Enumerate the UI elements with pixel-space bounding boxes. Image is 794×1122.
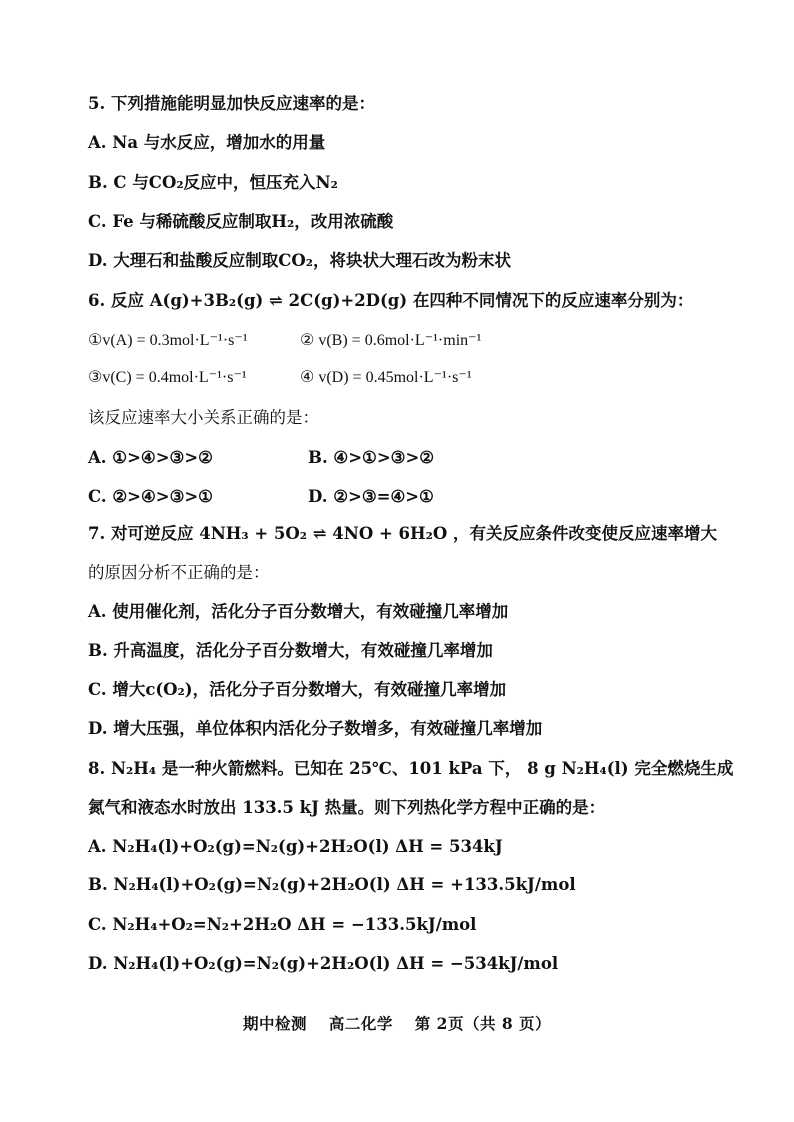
q8-stem: 8. N₂H₄ 是一种火箭燃料。已知在 25℃、101 kPa 下， 8 g N₂H₄(l) 完全燃烧生成	[88, 759, 734, 778]
q5-option-a: A. Na 与水反应，增加水的用量	[88, 133, 326, 152]
q5-stem: 5. 下列措施能明显加快反应速率的是：	[88, 94, 375, 113]
q7-option-a: A. 使用催化剂，活化分子百分数增大，有效碰撞几率增加	[88, 602, 509, 621]
q6-rate-1: ①v(A) = 0.3mol·L⁻¹·s⁻¹	[88, 332, 248, 349]
q6-option-a: A. ①>④>③>②	[88, 448, 213, 467]
q6-option-b: B. ④>①>③>②	[308, 448, 435, 467]
footer-subject: 高二化学	[328, 1014, 393, 1033]
q7-option-c: C. 增大c(O₂)，活化分子百分数增大，有效碰撞几率增加	[88, 680, 507, 699]
q6-option-d: D. ②>③=④>①	[308, 487, 434, 506]
q7-option-b: B. 升高温度，活化分子百分数增大，有效碰撞几率增加	[88, 641, 493, 660]
footer-page-number: 第 2页（共 8 页）	[414, 1014, 552, 1033]
q8-option-b: B. N₂H₄(l)+O₂(g)=N₂(g)+2H₂O(l) ΔH = +133.5kJ/mol	[88, 875, 576, 894]
q7-stem: 7. 对可逆反应 4NH₃ + 5O₂ ⇌ 4NO + 6H₂O ，有关反应条件改变使反应速率增大	[88, 524, 717, 543]
q8-stem-continued: 氮气和液态水时放出 133.5 kJ 热量。则下列热化学方程中正确的是：	[88, 798, 606, 817]
q6-stem: 6. 反应 A(g)+3B₂(g) ⇌ 2C(g)+2D(g) 在四种不同情况下的反应速率分别为：	[88, 291, 694, 310]
q5-option-c: C. Fe 与稀硫酸反应制取H₂，改用浓硫酸	[88, 212, 394, 231]
q7-option-d: D. 增大压强，单位体积内活化分子数增多，有效碰撞几率增加	[88, 719, 543, 738]
q7-stem-continued: 的原因分析不正确的是：	[88, 563, 270, 582]
q6-rate-3: ③v(C) = 0.4mol·L⁻¹·s⁻¹	[88, 369, 247, 386]
q8-option-c: C. N₂H₄+O₂=N₂+2H₂O ΔH = −133.5kJ/mol	[88, 915, 477, 934]
q8-option-a: A. N₂H₄(l)+O₂(g)=N₂(g)+2H₂O(l) ΔH = 534kJ	[88, 837, 503, 856]
q8-option-d: D. N₂H₄(l)+O₂(g)=N₂(g)+2H₂O(l) ΔH = −534kJ/mol	[88, 954, 559, 973]
q6-option-c: C. ②>④>③>①	[88, 487, 213, 506]
footer-exam-name: 期中检测	[242, 1014, 307, 1033]
q5-option-d: D. 大理石和盐酸反应制取CO₂，将块状大理石改为粉末状	[88, 251, 511, 270]
page-footer	[0, 1012, 794, 1034]
q6-ask: 该反应速率大小关系正确的是：	[88, 408, 319, 427]
q6-rate-4: ④ v(D) = 0.45mol·L⁻¹·s⁻¹	[300, 369, 472, 386]
q5-option-b: B. C 与CO₂反应中，恒压充入N₂	[88, 173, 338, 192]
q6-rate-2: ② v(B) = 0.6mol·L⁻¹·min⁻¹	[300, 332, 482, 349]
